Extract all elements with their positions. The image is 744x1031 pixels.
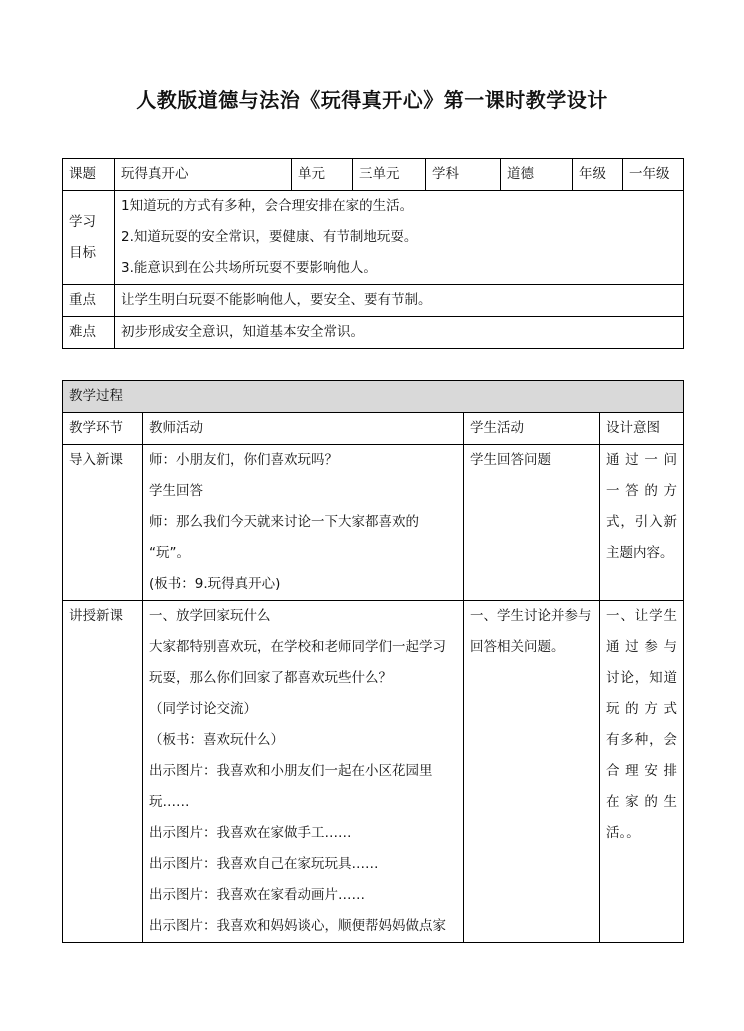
teacher-line: 玩耍，那么你们回家了都喜欢玩些什么？ <box>149 670 392 686</box>
process-columns-row <box>63 413 684 445</box>
teacher-line: （同学讨论交流） <box>149 701 257 717</box>
teacher-line: 出示图片：我喜欢在家看动画片…… <box>149 887 365 903</box>
teacher-line: （板书：喜欢玩什么） <box>149 732 284 748</box>
goal-item: 3.能意识到在公共场所玩耍不要影响他人。 <box>121 260 377 276</box>
label-grade: 年级 <box>573 159 623 191</box>
goals-list <box>115 191 684 285</box>
intent-line: 通过一问 <box>606 452 677 468</box>
label-difficulty: 难点 <box>63 317 115 349</box>
design-intent-new-lesson <box>600 601 684 943</box>
teacher-line: 出示图片：我喜欢和妈妈谈心，顺便帮妈妈做点家 <box>149 918 446 934</box>
column-student: 学生活动 <box>464 413 600 445</box>
process-header-row <box>63 381 684 413</box>
info-row-basic <box>63 159 684 191</box>
teacher-activity-intro <box>143 445 464 601</box>
value-topic: 玩得真开心 <box>115 159 292 191</box>
column-intent: 设计意图 <box>600 413 684 445</box>
intent-line: 讨论，知道 <box>606 670 677 686</box>
student-activity-new-lesson <box>464 601 600 943</box>
intent-line: 合理安排 <box>606 763 677 779</box>
value-subject: 道德 <box>501 159 573 191</box>
value-grade: 一年级 <box>623 159 684 191</box>
teacher-line: 大家都特别喜欢玩，在学校和老师同学们一起学习 <box>149 639 446 655</box>
lesson-info-table <box>62 158 684 349</box>
label-unit: 单元 <box>292 159 353 191</box>
column-stage: 教学环节 <box>63 413 143 445</box>
teacher-line: 出示图片：我喜欢自己在家玩玩具…… <box>149 856 379 872</box>
teacher-line: 一、放学回家玩什么 <box>149 608 271 624</box>
stage-intro: 导入新课 <box>63 445 143 601</box>
design-intent-intro <box>600 445 684 601</box>
student-line: 学生回答问题 <box>470 452 551 468</box>
teacher-line: 玩…… <box>149 794 190 810</box>
document-title: 人教版道德与法治《玩得真开心》第一课时教学设计 <box>136 88 608 112</box>
process-row-intro <box>63 445 684 601</box>
teacher-line: “玩”。 <box>149 545 190 561</box>
intent-line: 有多种，会 <box>606 732 677 748</box>
student-activity-intro <box>464 445 600 601</box>
teacher-line: 学生回答 <box>149 483 203 499</box>
teacher-line: 师：那么我们今天就来讨论一下大家都喜欢的 <box>149 514 419 530</box>
intent-line: 式，引入新 <box>606 514 677 530</box>
intent-line: 一答的方 <box>606 483 677 499</box>
intent-line: 活。。 <box>606 825 640 841</box>
intent-line: 玩的方式 <box>606 701 677 717</box>
goal-item: 2.知道玩耍的安全常识，要健康、有节制地玩耍。 <box>121 229 418 245</box>
info-row-difficulty <box>63 317 684 349</box>
label-goals-line: 学习 <box>69 213 96 230</box>
label-subject: 学科 <box>426 159 501 191</box>
label-goals <box>63 191 115 285</box>
teacher-line: 出示图片：我喜欢和小朋友们一起在小区花园里 <box>149 763 433 779</box>
goal-item: 1知道玩的方式有多种，会合理安排在家的生活。 <box>121 198 414 214</box>
intent-line: 一、让学生 <box>606 608 677 624</box>
info-row-goals <box>63 191 684 285</box>
teacher-line: (板书：9.玩得真开心) <box>149 576 281 592</box>
teacher-activity-new-lesson <box>143 601 464 943</box>
label-goals-line: 目标 <box>69 244 96 261</box>
teacher-line: 出示图片：我喜欢在家做手工…… <box>149 825 352 841</box>
info-row-key-point <box>63 285 684 317</box>
intent-line: 主题内容。 <box>606 545 674 561</box>
column-teacher: 教师活动 <box>143 413 464 445</box>
teacher-line: 师：小朋友们，你们喜欢玩吗？ <box>149 452 338 468</box>
student-line: 一、学生讨论并参与 <box>470 608 592 624</box>
teaching-process-table <box>62 380 684 943</box>
intent-line: 在家的生 <box>606 794 677 810</box>
value-key-point: 让学生明白玩耍不能影响他人，要安全、要有节制。 <box>115 285 684 317</box>
process-row-new-lesson <box>63 601 684 943</box>
value-difficulty: 初步形成安全意识，知道基本安全常识。 <box>115 317 684 349</box>
stage-new-lesson: 讲授新课 <box>63 601 143 943</box>
label-topic: 课题 <box>63 159 115 191</box>
intent-line: 通过参与 <box>606 639 677 655</box>
process-header: 教学过程 <box>63 381 684 413</box>
label-key-point: 重点 <box>63 285 115 317</box>
value-unit: 三单元 <box>353 159 426 191</box>
student-line: 回答相关问题。 <box>470 639 565 655</box>
